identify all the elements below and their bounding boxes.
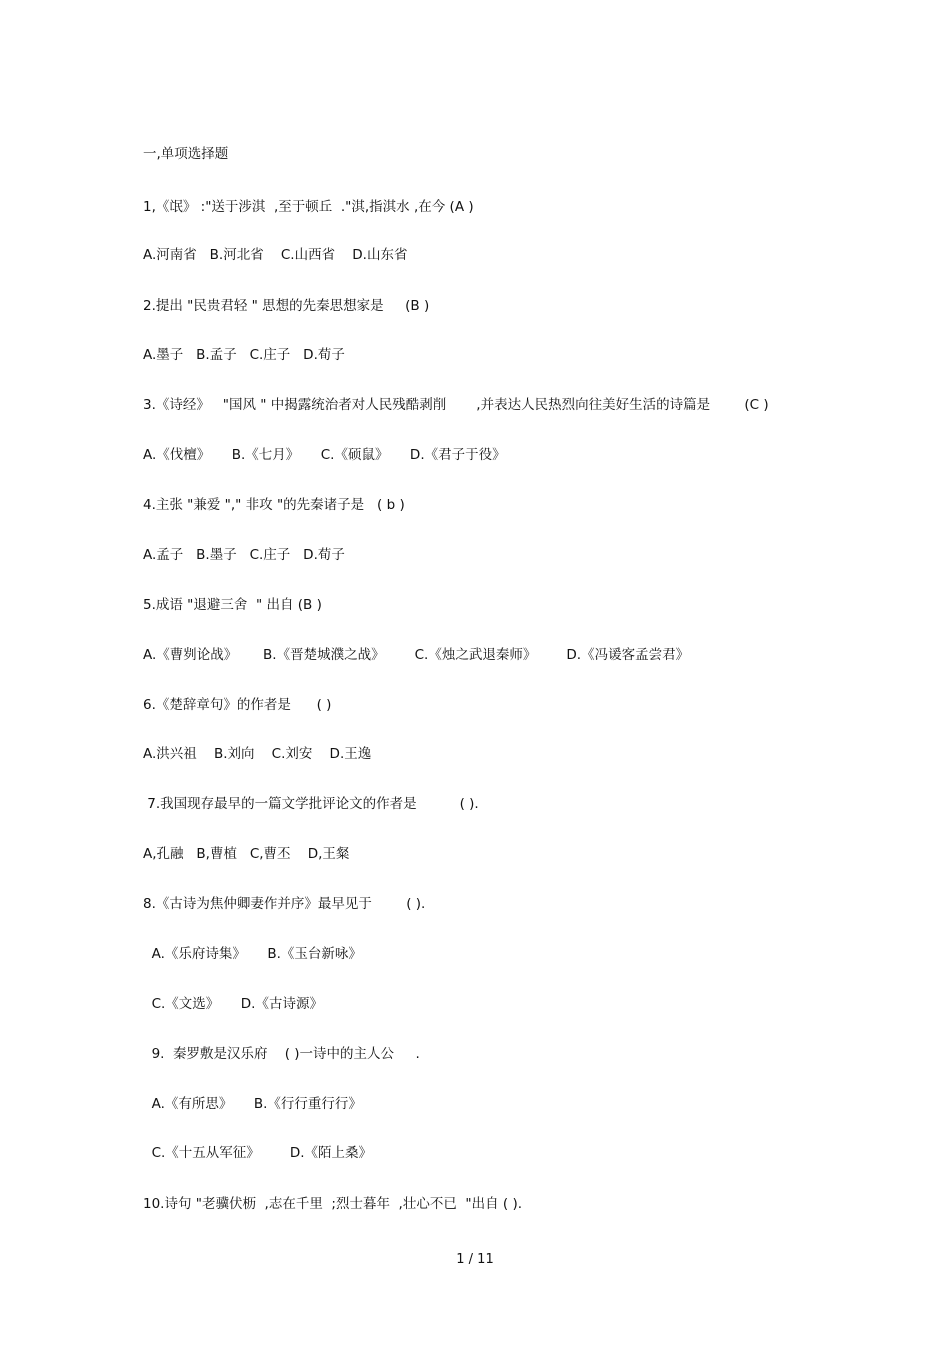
page-indicator: 1 / 11	[456, 1252, 494, 1267]
question-5-options: A.《曹刿论战》 B.《晋楚城濮之战》 C.《烛之武退秦师》 D.《冯谖客孟尝君》	[143, 647, 690, 663]
question-9-options-cd: C.《十五从军征》 D.《陌上桑》	[143, 1145, 373, 1161]
section-heading: 一,单项选择题	[143, 146, 229, 162]
question-9-options-ab: A.《有所思》 B.《行行重行行》	[143, 1096, 362, 1112]
question-2: 2.提出 "民贵君轻 " 思想的先秦思想家是 (B )	[143, 298, 430, 314]
question-1: 1,《氓》 :"送于涉淇 ,至于顿丘 ."淇,指淇水 ,在今 (A )	[143, 199, 474, 215]
question-3: 3.《诗经》 "国风 " 中揭露统治者对人民残酷剥削 ,并表达人民热烈向往美好生活的诗篇是 (C )	[143, 397, 769, 413]
question-9: 9. 秦罗敷是汉乐府 ( )一诗中的主人公 .	[143, 1046, 420, 1062]
question-8-options-ab: A.《乐府诗集》 B.《玉台新咏》	[143, 946, 362, 962]
question-6: 6.《楚辞章句》的作者是 ( )	[143, 697, 332, 713]
question-4-options: A.孟子 B.墨子 C.庄子 D.荀子	[143, 547, 345, 563]
question-10: 10.诗句 "老骥伏枥 ,志在千里 ;烈士暮年 ,壮心不已 "出自 ( ).	[143, 1196, 523, 1212]
question-2-options: A.墨子 B.孟子 C.庄子 D.荀子	[143, 347, 345, 363]
question-7: 7.我国现存最早的一篇文学批评论文的作者是 ( ).	[143, 796, 479, 812]
question-6-options: A.洪兴祖 B.刘向 C.刘安 D.王逸	[143, 746, 372, 762]
question-5: 5.成语 "退避三舍 " 出自 (B )	[143, 597, 322, 613]
question-7-options: A,孔融 B,曹植 C,曹丕 D,王粲	[143, 846, 350, 862]
question-4: 4.主张 "兼爱 "," 非攻 "的先秦诸子是 ( b )	[143, 497, 405, 513]
question-3-options: A.《伐檀》 B.《七月》 C.《硕鼠》 D.《君子于役》	[143, 447, 506, 463]
question-1-options: A.河南省 B.河北省 C.山西省 D.山东省	[143, 247, 408, 263]
question-8: 8.《古诗为焦仲卿妻作并序》最早见于 ( ).	[143, 896, 426, 912]
question-8-options-cd: C.《文选》 D.《古诗源》	[143, 996, 323, 1012]
